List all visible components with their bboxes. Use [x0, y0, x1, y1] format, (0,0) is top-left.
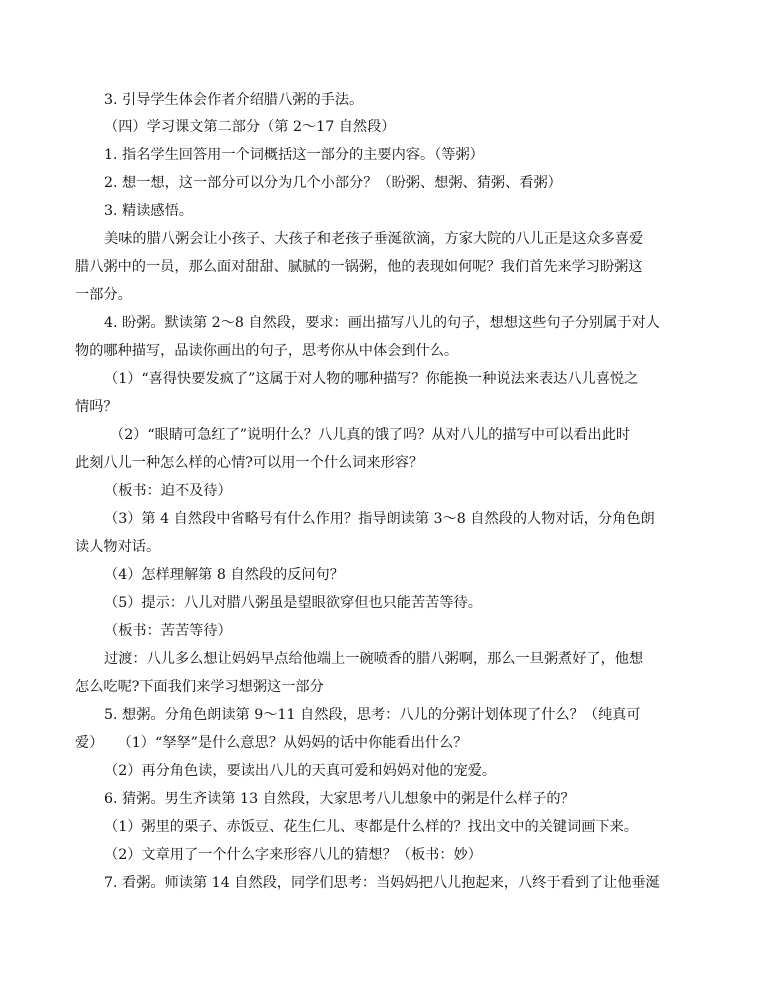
text-line: 读人物对话。 [75, 539, 161, 555]
text-line: （1）“喜得快要发疯了”这属于对人物的哪种描写？你能换一种说法来表达八儿喜悦之 [104, 371, 639, 387]
text-line: 6. 猜粥。男生齐读第 13 自然段，大家思考八儿想象中的粥是什么样子的？ [104, 791, 575, 807]
text-line: 3. 引导学生体会作者介绍腊八粥的手法。 [104, 92, 364, 108]
text-line: 一部分。 [75, 287, 132, 303]
text-line: 3. 精读感悟。 [104, 203, 193, 219]
text-line: （3）第 4 自然段中省略号有什么作用？指导朗读第 3～8 自然段的人物对话，分角色朗 [104, 511, 655, 527]
text-line: （4）怎样理解第 8 自然段的反问句？ [104, 567, 344, 583]
text-line: 4. 盼粥。默读第 2～8 自然段，要求：画出描写八儿的句子，想想这些句子分别属于对人 [104, 315, 660, 331]
text-line: 2. 想一想，这一部分可以分为几个小部分？（盼粥、想粥、猜粥、看粥） [104, 175, 562, 191]
text-line: 5. 想粥。分角色朗读第 9～11 自然段，思考：八儿的分粥计划体现了什么？（纯真可 [104, 707, 641, 723]
text-line: 7. 看粥。师读第 14 自然段，同学们思考：当妈妈把八儿抱起来，八终于看到了让他垂涎 [104, 875, 660, 891]
text-line: 物的哪种描写，品读你画出的句子，思考你从中体会到什么。 [75, 343, 459, 359]
text-line: 腊八粥中的一员，那么面对甜甜、腻腻的一锅粥，他的表现如何呢？我们首先来学习盼粥这 [75, 259, 643, 275]
text-line: （1）粥里的栗子、赤饭豆、花生仁儿、枣都是什么样的？找出文中的关键词画下来。 [104, 819, 638, 835]
text-line: 此刻八儿一种怎么样的心情?可以用一个什么词来形容？ [75, 455, 424, 471]
text-line: 过渡：八儿多么想让妈妈早点给他端上一碗喷香的腊八粥啊，那么一旦粥煮好了，他想 [104, 651, 644, 667]
text-line: 美味的腊八粥会让小孩子、大孩子和老孩子垂涎欲滴，方家大院的八儿正是这众多喜爱 [104, 231, 644, 247]
board-note: （板书：苦苦等待） [104, 623, 232, 639]
text-line: （5）提示：八儿对腊八粥虽是望眼欲穿但也只能苦苦等待。 [104, 595, 482, 611]
section-heading: （四）学习课文第二部分（第 2～17 自然段） [104, 119, 396, 135]
board-note: （板书：迫不及待） [104, 483, 232, 499]
text-line: （2）再分角色读，要读出八儿的天真可爱和妈妈对他的宠爱。 [104, 763, 497, 779]
text-line: 1. 指名学生回答用一个词概括这一部分的主要内容。（等粥） [104, 147, 484, 163]
text-line: 情吗？ [75, 399, 118, 415]
text-line: （2）“眼睛可急红了”说明什么？八儿真的饿了吗？从对八儿的描写中可以看出此时 [110, 427, 631, 443]
text-line: 爱） （1）“孥孥”是什么意思？从妈妈的话中你能看出什么？ [75, 735, 468, 751]
text-line: （2）文章用了一个什么字来形容八儿的猜想？（板书：妙） [104, 847, 482, 863]
text-line: 怎么吃呢?下面我们来学习想粥这一部分 [75, 679, 324, 695]
